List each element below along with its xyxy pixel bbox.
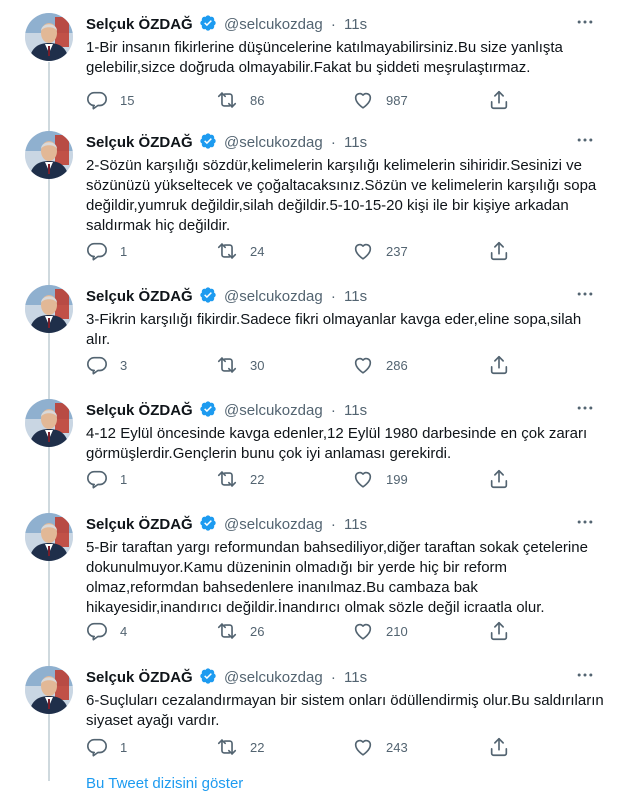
share-button[interactable]	[488, 353, 510, 377]
like-button[interactable]	[352, 239, 408, 263]
tweet-text: 6-Suçluları cezalandırmayan bir sistem onları ödüllendirmiş olur.Bu saldırıların siyaset ayağı vardır.	[86, 692, 604, 729]
like-count: 237	[386, 243, 408, 259]
retweet-icon	[216, 354, 238, 376]
like-button[interactable]	[352, 735, 408, 759]
verified-badge-icon	[199, 14, 217, 32]
verified-badge-icon	[199, 400, 217, 418]
tweet-timestamp[interactable]: 11s	[344, 16, 368, 33]
retweet-count: 22	[250, 471, 265, 487]
tweet-actions	[80, 239, 520, 263]
tweet-header	[86, 286, 367, 306]
retweet-count: 30	[250, 357, 265, 373]
like-icon	[352, 468, 374, 490]
retweet-button[interactable]	[216, 735, 264, 759]
like-button[interactable]	[352, 467, 408, 491]
tweet-header	[86, 667, 367, 687]
share-button[interactable]	[488, 735, 510, 759]
share-icon	[488, 620, 510, 642]
reply-count: 3	[120, 357, 128, 373]
tweet-actions	[80, 619, 520, 643]
retweet-button[interactable]	[216, 619, 264, 643]
like-button[interactable]	[352, 88, 408, 112]
reply-count: 1	[120, 243, 128, 259]
retweet-icon	[216, 89, 238, 111]
share-icon	[488, 736, 510, 758]
share-icon	[488, 240, 510, 262]
like-icon	[352, 736, 374, 758]
like-icon	[352, 240, 374, 262]
tweet-header	[86, 14, 367, 34]
retweet-button[interactable]	[216, 467, 264, 491]
reply-icon	[86, 240, 108, 262]
tweet-timestamp[interactable]: 11s	[344, 516, 368, 533]
author-name[interactable]: Selçuk ÖZDAĞ	[86, 402, 193, 419]
more-options-icon[interactable]	[572, 397, 598, 419]
reply-button[interactable]	[86, 467, 127, 491]
avatar[interactable]	[25, 666, 73, 714]
reply-count: 1	[120, 471, 128, 487]
more-options-icon[interactable]	[572, 511, 598, 533]
share-button[interactable]	[488, 619, 510, 643]
author-name[interactable]: Selçuk ÖZDAĞ	[86, 288, 193, 305]
like-count: 243	[386, 739, 408, 755]
tweet-actions	[80, 88, 520, 112]
like-count: 199	[386, 471, 408, 487]
retweet-count: 86	[250, 92, 265, 108]
share-button[interactable]	[488, 239, 510, 263]
tweet[interactable]	[0, 500, 616, 654]
author-name[interactable]: Selçuk ÖZDAĞ	[86, 669, 193, 686]
verified-badge-icon	[199, 286, 217, 304]
retweet-count: 26	[250, 623, 265, 639]
separator-dot: ·	[330, 134, 336, 151]
reply-icon	[86, 89, 108, 111]
reply-button[interactable]	[86, 619, 127, 643]
like-count: 987	[386, 92, 408, 108]
retweet-count: 24	[250, 243, 265, 259]
share-icon	[488, 89, 510, 111]
like-count: 286	[386, 357, 408, 373]
tweet-text: 1-Bir insanın fikirlerine düşüncelerine katılmayabilirsiniz.Bu size yanlışta gelebilir,sizce doğruda olmayabilir.Fakat bu şiddeti meşrulaştırmaz.	[86, 39, 563, 76]
retweet-icon	[216, 468, 238, 490]
separator-dot: ·	[330, 516, 336, 533]
like-icon	[352, 89, 374, 111]
retweet-button[interactable]	[216, 88, 264, 112]
author-name[interactable]: Selçuk ÖZDAĞ	[86, 134, 193, 151]
tweet-header	[86, 514, 367, 534]
more-options-icon[interactable]	[572, 664, 598, 686]
tweet-text: 3-Fikrin karşılığı fikirdir.Sadece fikri olmayanlar kavga eder,eline sopa,silah alır.	[86, 311, 582, 348]
tweet-actions	[80, 353, 520, 377]
author-handle[interactable]: @selcukozdag	[224, 16, 323, 33]
separator-dot: ·	[330, 402, 336, 419]
tweet-actions	[80, 467, 520, 491]
reply-button[interactable]	[86, 735, 127, 759]
tweet-text: 2-Sözün karşılığı sözdür,kelimelerin karşılığı kelimelerin sihiridir.Sesinizi ve sözünüzü yükseltecek ve çoğaltacaksınız.Sözün ve kelimelerin karşılığı sopa değildir,yumruk değildir,silah değildir.5-10-15-20 kişi ile bir kişiye arkadan saldırmak hiç değildir.	[86, 157, 597, 234]
more-options-icon[interactable]	[572, 283, 598, 305]
tweet[interactable]	[0, 272, 616, 386]
tweet[interactable]	[0, 0, 616, 116]
show-thread-link[interactable]: Bu Tweet dizisini göster	[86, 775, 244, 792]
tweet-timestamp[interactable]: 11s	[344, 288, 368, 305]
share-button[interactable]	[488, 88, 510, 112]
more-options-icon[interactable]	[572, 129, 598, 151]
share-icon	[488, 468, 510, 490]
verified-badge-icon	[199, 667, 217, 685]
reply-count: 15	[120, 92, 135, 108]
tweet[interactable]	[0, 653, 616, 767]
retweet-icon	[216, 620, 238, 642]
tweet[interactable]	[0, 386, 616, 500]
retweet-icon	[216, 240, 238, 262]
more-options-icon[interactable]	[572, 11, 598, 33]
avatar[interactable]	[25, 131, 73, 179]
tweet-timestamp[interactable]: 11s	[344, 134, 368, 151]
reply-icon	[86, 468, 108, 490]
retweet-count: 22	[250, 739, 265, 755]
author-handle[interactable]: @selcukozdag	[224, 134, 323, 151]
reply-button[interactable]	[86, 239, 127, 263]
verified-badge-icon	[199, 514, 217, 532]
separator-dot: ·	[330, 16, 336, 33]
tweet-timestamp[interactable]: 11s	[344, 669, 368, 686]
tweet-header	[86, 132, 367, 152]
retweet-button[interactable]	[216, 239, 264, 263]
tweet-timestamp[interactable]: 11s	[344, 402, 368, 419]
author-handle[interactable]: @selcukozdag	[224, 669, 323, 686]
retweet-button[interactable]	[216, 353, 264, 377]
tweet-actions	[80, 735, 520, 759]
avatar[interactable]	[25, 513, 73, 561]
tweet-header	[86, 400, 367, 420]
avatar[interactable]	[25, 13, 73, 61]
separator-dot: ·	[330, 669, 336, 686]
author-handle[interactable]: @selcukozdag	[224, 288, 323, 305]
like-button[interactable]	[352, 353, 408, 377]
avatar[interactable]	[25, 399, 73, 447]
like-button[interactable]	[352, 619, 408, 643]
author-handle[interactable]: @selcukozdag	[224, 516, 323, 533]
reply-icon	[86, 354, 108, 376]
separator-dot: ·	[330, 288, 336, 305]
tweet[interactable]	[0, 118, 616, 272]
author-name[interactable]: Selçuk ÖZDAĞ	[86, 516, 193, 533]
verified-badge-icon	[199, 132, 217, 150]
reply-button[interactable]	[86, 353, 127, 377]
share-button[interactable]	[488, 467, 510, 491]
share-icon	[488, 354, 510, 376]
reply-button[interactable]	[86, 88, 134, 112]
reply-icon	[86, 620, 108, 642]
reply-count: 1	[120, 739, 128, 755]
author-handle[interactable]: @selcukozdag	[224, 402, 323, 419]
like-count: 210	[386, 623, 408, 639]
reply-count: 4	[120, 623, 128, 639]
reply-icon	[86, 736, 108, 758]
tweet-text: 4-12 Eylül öncesinde kavga edenler,12 Eylül 1980 darbesinde en çok zararı görmüşlerdir.Gençlerin bunu çok iyi anlaması gerekirdi.	[86, 425, 588, 462]
like-icon	[352, 620, 374, 642]
avatar[interactable]	[25, 285, 73, 333]
like-icon	[352, 354, 374, 376]
author-name[interactable]: Selçuk ÖZDAĞ	[86, 16, 193, 33]
tweet-text: 5-Bir taraftan yargı reformundan bahsediliyor,diğer taraftan sokak çetelerine dokunulmuyor.Kamu düzeninin olmadığı bir yerde hiç bir reform olmaz,reformdan bahsedenlere inanılmaz.Bu cambaza bak hikayesidir,inandırıcı değildir.İnandırıcı olmak sözle değil icraatla olur.	[86, 539, 588, 616]
retweet-icon	[216, 736, 238, 758]
